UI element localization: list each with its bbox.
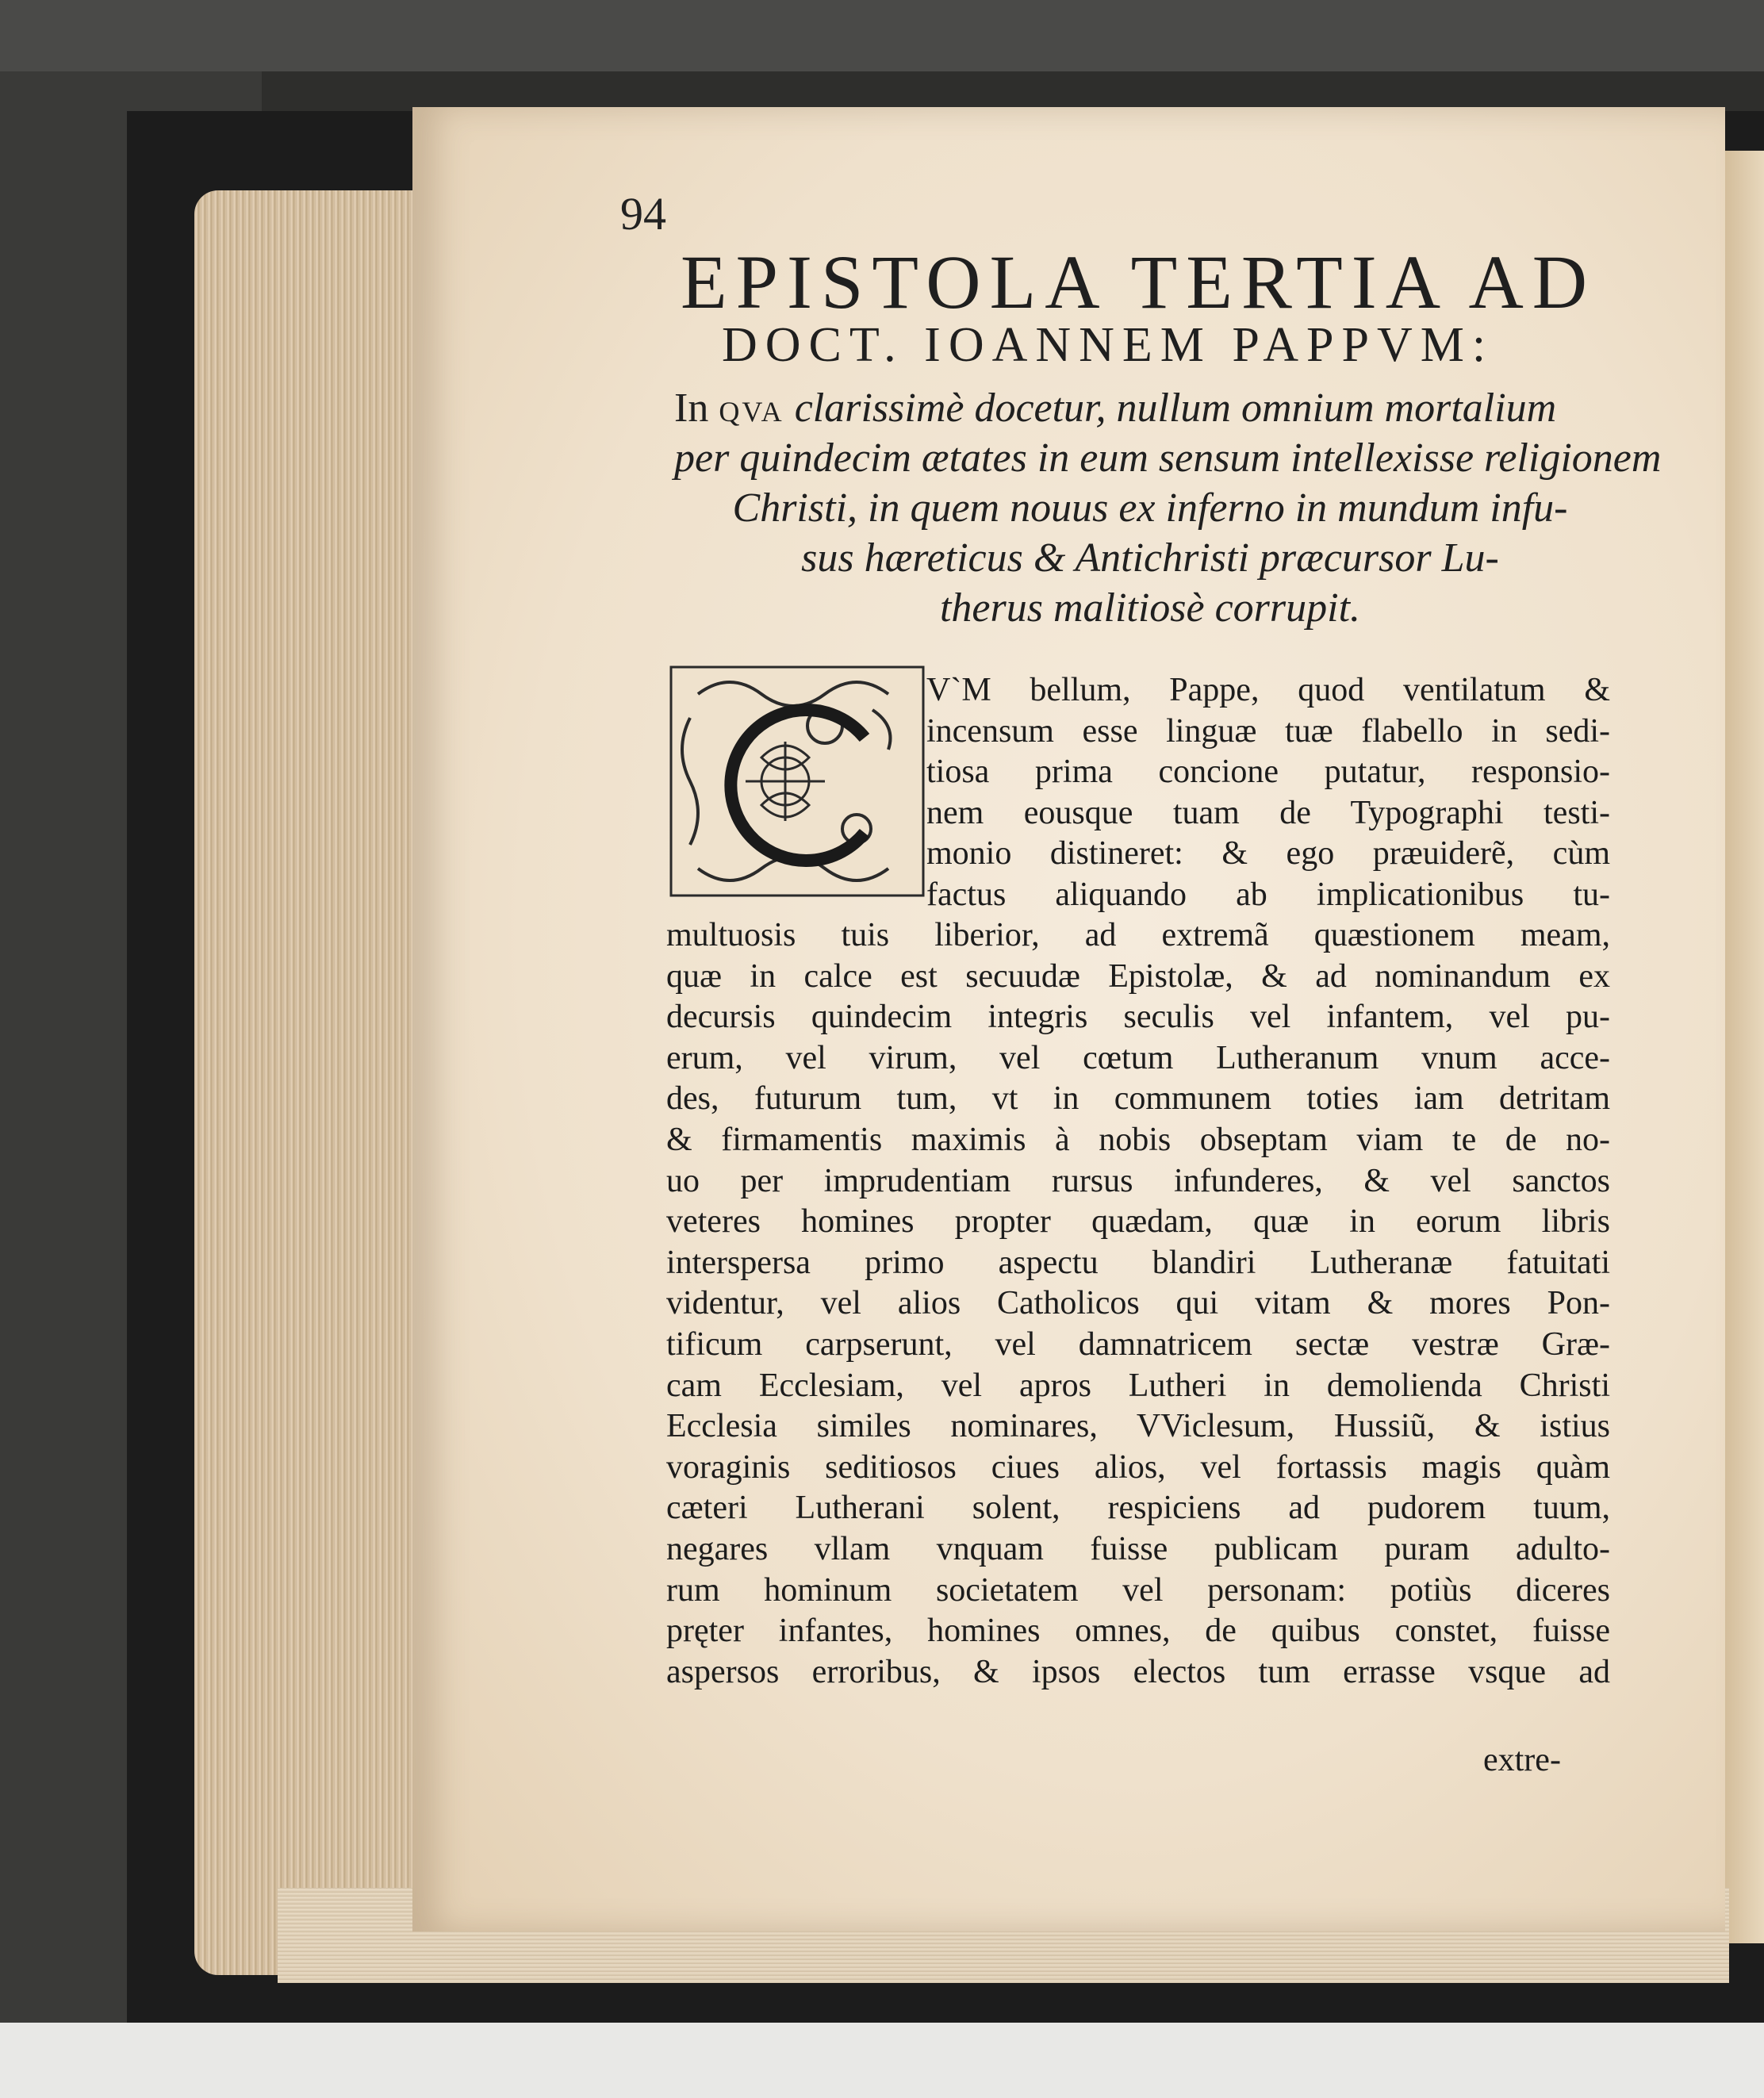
- text-line: pręter infantes, homines omnes, de quibus constet, fuisse: [666, 1613, 1610, 1650]
- text-line: erum, vel virum, vel cœtum Lutheranum vnum acce-: [666, 1039, 1610, 1076]
- text-line: factus aliquando ab implicationibus tu-: [926, 876, 1610, 913]
- text-line: veteres homines propter quædam, quæ in eorum libris: [666, 1203, 1610, 1241]
- summary-line: sus hæreticus & Antichristi præcursor Lu-: [801, 535, 1499, 581]
- text-line: aspersos erroribus, & ipsos electos tum errasse vsque ad: [666, 1653, 1610, 1690]
- title-line-1: EPISTOLA TERTIA AD: [681, 240, 1597, 324]
- summary-line: [674, 383, 1626, 433]
- text-line: cam Ecclesiam, vel apros Lutheri in demolienda Christi: [666, 1367, 1610, 1404]
- background-top: [0, 0, 1764, 71]
- text-line: monio distineret: & ego præuiderẽ, cùm: [926, 835, 1610, 873]
- text-line: voraginis seditiosos ciues alios, vel fortassis magis quàm: [666, 1448, 1610, 1486]
- summary-paragraph: [674, 383, 1662, 633]
- page-number: 94: [620, 188, 666, 240]
- text-line: & firmamentis maximis à nobis obseptam viam te de no-: [666, 1121, 1610, 1158]
- initial-paragraph-lines: [926, 670, 1610, 916]
- text-line: interspersa primo aspectu blandiri Lutheranæ fatuitati: [666, 1244, 1610, 1281]
- text-line: nem eousque tuam de Typographi testi-: [926, 794, 1610, 831]
- ornament-initial-icon: [666, 662, 928, 900]
- text-line: multuosis tuis liberior, ad extremã quæstionem meam,: [666, 917, 1610, 953]
- text-line: decursis quindecim integris seculis vel infantem, vel pu-: [666, 999, 1610, 1036]
- text-line: tificum carpserunt, vel damnatricem sectæ vestræ Græ-: [666, 1325, 1610, 1363]
- text-line: rum hominum societatem vel personam: potiùs diceres: [666, 1571, 1610, 1609]
- summary-lead-caps: qva: [719, 385, 784, 431]
- text-line: V`M bellum, Pappe, quod ventilatum &: [926, 672, 1610, 708]
- summary-line: per quindecim ætates in eum sensum intellexisse religionem: [674, 435, 1662, 481]
- text-line: negares vllam vnquam fuisse publicam puram adulto-: [666, 1530, 1610, 1567]
- decorated-initial-c: [666, 662, 928, 900]
- text-line: videntur, vel alios Catholicos qui vitam & mores Pon-: [666, 1285, 1610, 1322]
- text-line: des, futurum tum, vt in communem toties iam detritam: [666, 1080, 1610, 1118]
- background-bottom: [0, 2023, 1764, 2098]
- text-line: uo per imprudentiam rursus infunderes, & vel sanctos: [666, 1162, 1610, 1199]
- summary-line-text: clarissimè docetur, nullum omnium mortalium: [784, 385, 1557, 431]
- text-line: cæteri Lutherani solent, respiciens ad pudorem tuum,: [666, 1490, 1610, 1527]
- text-line: Ecclesia similes nominares, VViclesum, Hussiũ, & istius: [666, 1408, 1610, 1445]
- text-line: quæ in calce est secuudæ Epistolæ, & ad nominandum ex: [666, 957, 1610, 995]
- summary-line: Christi, in quem nouus ex inferno in mundum infu-: [732, 485, 1568, 531]
- title-line-2: DOCT. IOANNEM PAPPVM:: [722, 318, 1494, 372]
- summary-lead: In: [674, 385, 709, 431]
- text-line: incensum esse linguæ tuæ flabello in sedi-: [926, 712, 1610, 750]
- catchword: extre-: [1483, 1742, 1561, 1778]
- body-paragraph: [666, 915, 1610, 1693]
- text-line: tiosa prima concione putatur, responsio-: [926, 754, 1610, 791]
- book-fore-edge: [194, 190, 420, 1975]
- summary-line: therus malitiosè corrupit.: [939, 585, 1361, 631]
